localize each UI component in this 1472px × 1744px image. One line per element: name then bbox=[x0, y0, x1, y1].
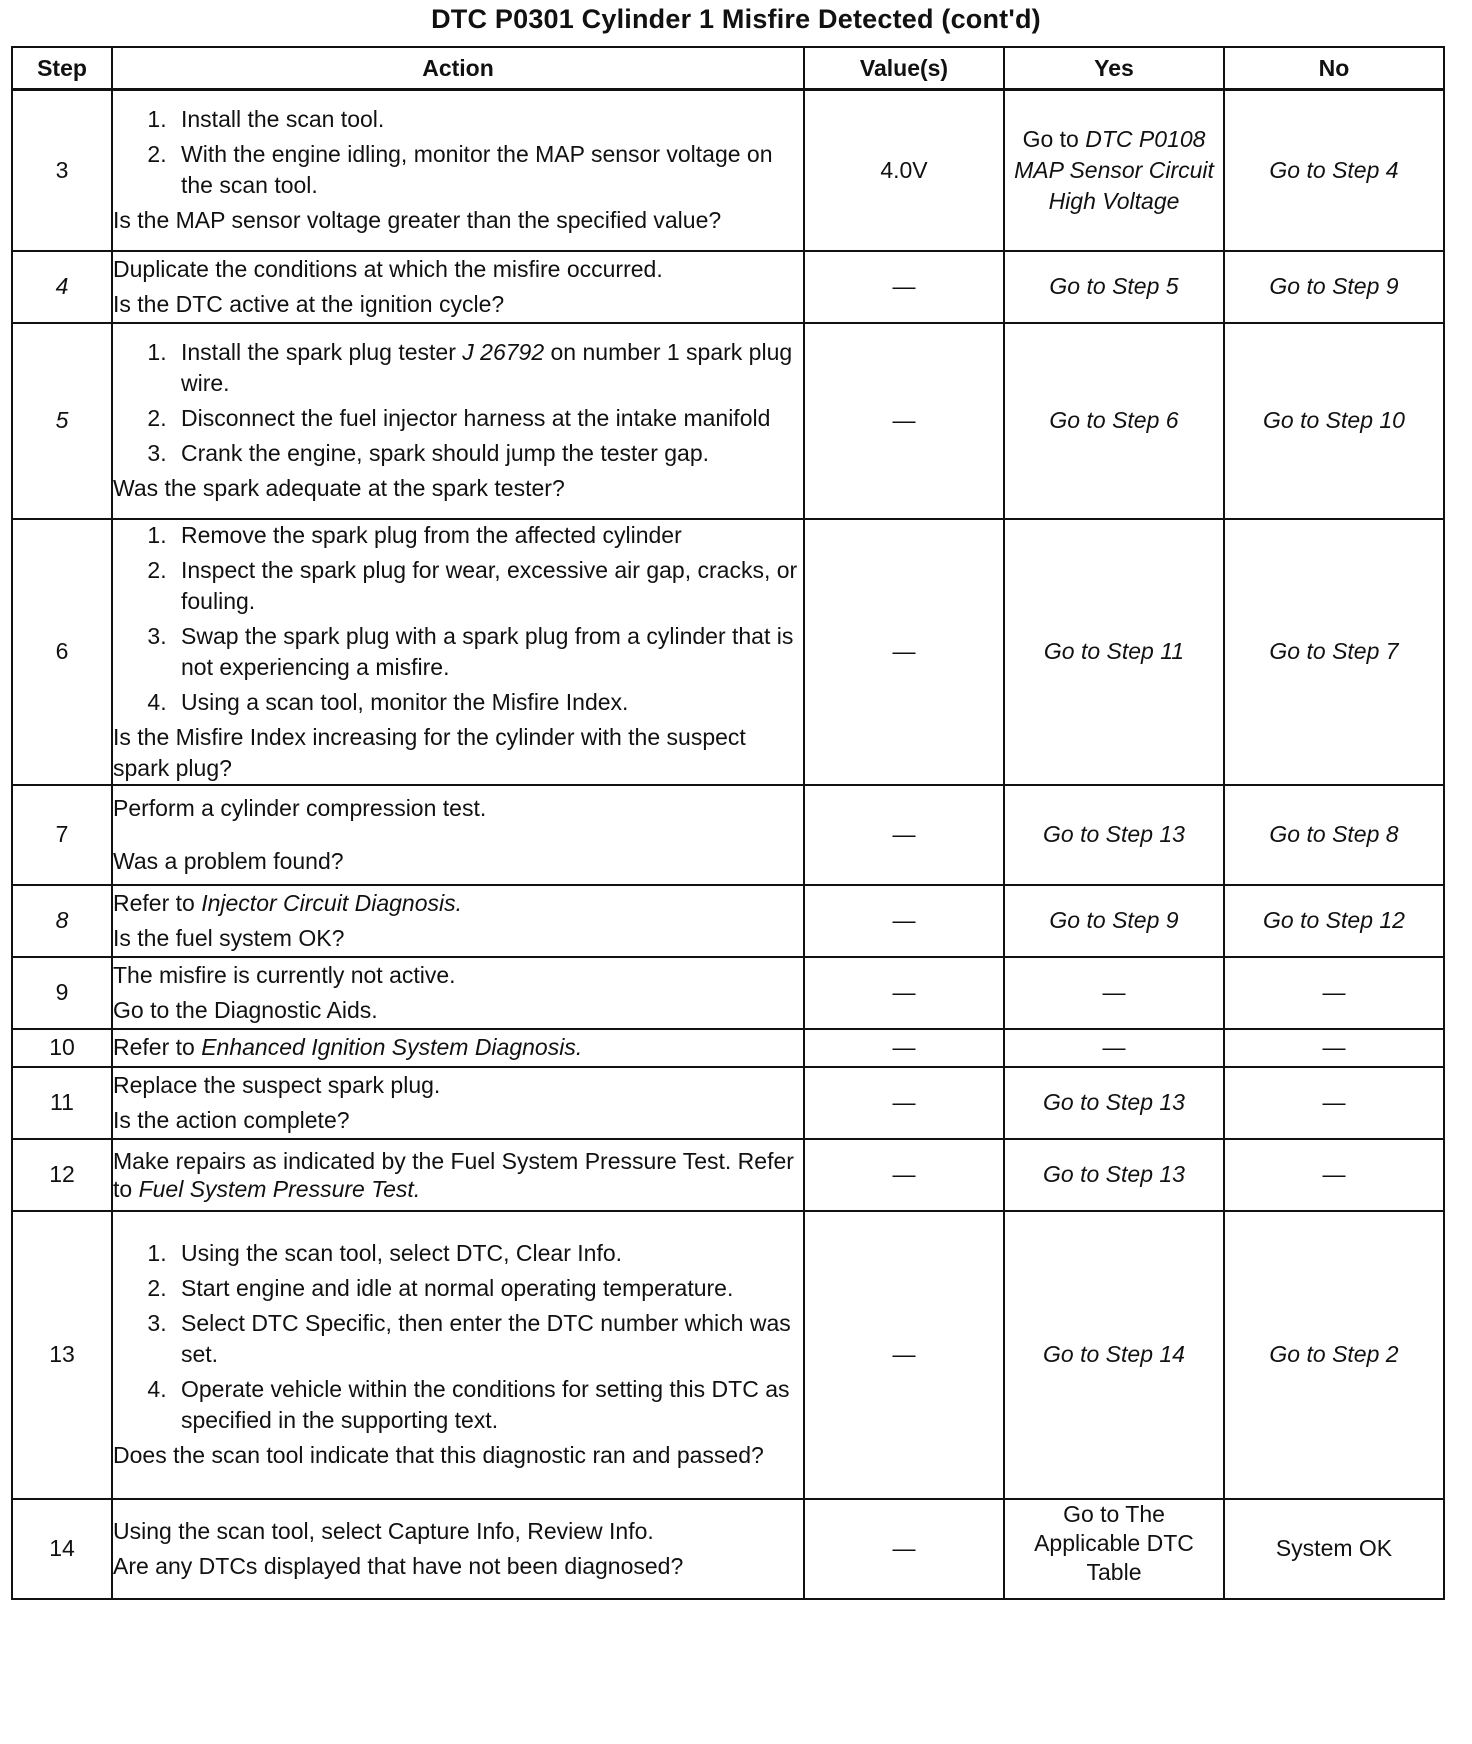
action-question: Is the Misfire Index increasing for the cylinder with the suspect spark plug? bbox=[113, 723, 746, 781]
action-question: Does the scan tool indicate that this diagnostic ran and passed? bbox=[113, 1442, 764, 1468]
action-cell bbox=[112, 251, 804, 323]
value-cell: — bbox=[804, 1499, 1004, 1599]
yes-cell: Go to Step 13 bbox=[1004, 1139, 1224, 1211]
action-list bbox=[113, 1238, 803, 1436]
table-row bbox=[12, 1067, 1444, 1139]
action-text: Using the scan tool, select Capture Info, Review Info. bbox=[113, 1517, 654, 1544]
action-text-prefix: Refer to bbox=[113, 889, 202, 916]
step-number: 6 bbox=[12, 519, 112, 785]
yes-link: DTC P0108 MAP Sensor Circuit High Voltage bbox=[1014, 125, 1214, 214]
action-question: Are any DTCs displayed that have not been diagnosed? bbox=[113, 1552, 684, 1579]
yes-cell: — bbox=[1004, 957, 1224, 1029]
list-item: 1. Using the scan tool, select DTC, Clear Info. bbox=[173, 1238, 803, 1269]
action-cell bbox=[112, 885, 804, 957]
reference-link: Fuel System Pressure Test. bbox=[138, 1175, 421, 1202]
value-cell: — bbox=[804, 1211, 1004, 1499]
action-cell bbox=[112, 1029, 804, 1067]
list-item: 1. Install the scan tool. bbox=[173, 104, 803, 135]
action-question: Is the MAP sensor voltage greater than the specified value? bbox=[113, 207, 722, 234]
yes-cell: Go to Step 13 bbox=[1004, 1067, 1224, 1139]
action-list bbox=[113, 520, 803, 718]
value-cell: — bbox=[804, 1067, 1004, 1139]
yes-cell: Go to Step 13 bbox=[1004, 785, 1224, 885]
action-cell bbox=[112, 1139, 804, 1211]
action-cell bbox=[112, 1211, 804, 1499]
table-row bbox=[12, 251, 1444, 323]
yes-cell: Go to Step 9 bbox=[1004, 885, 1224, 957]
no-cell: — bbox=[1224, 1029, 1444, 1067]
action-cell bbox=[112, 1067, 804, 1139]
no-cell: Go to Step 7 bbox=[1224, 519, 1444, 785]
action-text-prefix: Refer to bbox=[113, 1034, 202, 1060]
action-list bbox=[113, 337, 803, 469]
action-text bbox=[113, 888, 803, 919]
action-text: The misfire is currently not active. bbox=[113, 961, 456, 988]
table-header-row bbox=[12, 47, 1444, 90]
value-cell: — bbox=[804, 957, 1004, 1029]
reference-link: Injector Circuit Diagnosis. bbox=[201, 889, 462, 916]
yes-cell: Go to Step 14 bbox=[1004, 1211, 1224, 1499]
list-item: 3. Crank the engine, spark should jump the tester gap. bbox=[173, 438, 803, 469]
step-number: 8 bbox=[12, 885, 112, 957]
value-cell: — bbox=[804, 251, 1004, 323]
action-cell bbox=[112, 1499, 804, 1599]
action-cell bbox=[112, 323, 804, 519]
no-cell: Go to Step 2 bbox=[1224, 1211, 1444, 1499]
step-number: 7 bbox=[12, 785, 112, 885]
list-item: 3. Swap the spark plug with a spark plug from a cylinder that is not experiencing a misfire. bbox=[173, 621, 803, 683]
action-cell bbox=[112, 519, 804, 785]
action-text: Perform a cylinder compression test. bbox=[113, 794, 487, 821]
no-cell: Go to Step 12 bbox=[1224, 885, 1444, 957]
header-action: Action bbox=[112, 47, 804, 90]
list-item: 4. Using a scan tool, monitor the Misfire Index. bbox=[173, 687, 803, 718]
value-cell: — bbox=[804, 1029, 1004, 1067]
list-item: 4. Operate vehicle within the conditions for setting this DTC as specified in the supporting text. bbox=[173, 1374, 803, 1436]
table-row bbox=[12, 323, 1444, 519]
yes-cell: Go to The Applicable DTC Table bbox=[1004, 1499, 1224, 1599]
no-cell: Go to Step 10 bbox=[1224, 323, 1444, 519]
value-cell: — bbox=[804, 519, 1004, 785]
yes-prefix: Go to bbox=[1022, 125, 1086, 152]
table-row bbox=[12, 885, 1444, 957]
header-no: No bbox=[1224, 47, 1444, 90]
no-cell: — bbox=[1224, 1067, 1444, 1139]
page-title: DTC P0301 Cylinder 1 Misfire Detected (cont'd) bbox=[431, 4, 1041, 34]
list-item-text: Install the spark plug tester bbox=[181, 339, 463, 365]
list-item bbox=[173, 337, 803, 399]
action-question: Was a problem found? bbox=[113, 847, 344, 874]
no-cell: — bbox=[1224, 1139, 1444, 1211]
action-text: Replace the suspect spark plug. bbox=[113, 1071, 441, 1098]
list-item: 3. Select DTC Specific, then enter the DTC number which was set. bbox=[173, 1308, 803, 1370]
table-row bbox=[12, 519, 1444, 785]
list-item: 1. Remove the spark plug from the affected cylinder bbox=[173, 520, 803, 551]
action-question: Go to the Diagnostic Aids. bbox=[113, 996, 378, 1023]
action-question: Is the action complete? bbox=[113, 1106, 350, 1133]
step-number: 9 bbox=[12, 957, 112, 1029]
step-number: 11 bbox=[12, 1067, 112, 1139]
value-cell: — bbox=[804, 323, 1004, 519]
action-question: Was the spark adequate at the spark tester? bbox=[113, 475, 565, 501]
value-cell: — bbox=[804, 785, 1004, 885]
action-cell bbox=[112, 785, 804, 885]
value-cell: — bbox=[804, 1139, 1004, 1211]
no-cell: Go to Step 8 bbox=[1224, 785, 1444, 885]
yes-cell: — bbox=[1004, 1029, 1224, 1067]
table-row bbox=[12, 1499, 1444, 1599]
header-yes: Yes bbox=[1004, 47, 1224, 90]
value-cell: 4.0V bbox=[804, 90, 1004, 251]
step-number: 12 bbox=[12, 1139, 112, 1211]
value-cell: — bbox=[804, 885, 1004, 957]
action-text-prefix: Make repairs as indicated by the Fuel System Pressure Test. Refer to bbox=[113, 1147, 794, 1202]
table-row bbox=[12, 90, 1444, 251]
list-item: 2. Disconnect the fuel injector harness at the intake manifold bbox=[173, 403, 803, 434]
action-question: Is the fuel system OK? bbox=[113, 924, 345, 951]
action-cell bbox=[112, 957, 804, 1029]
no-cell: System OK bbox=[1224, 1499, 1444, 1599]
action-question: Is the DTC active at the ignition cycle? bbox=[113, 290, 505, 317]
step-number: 10 bbox=[12, 1029, 112, 1067]
no-cell: — bbox=[1224, 957, 1444, 1029]
table-row bbox=[12, 957, 1444, 1029]
yes-cell: Go to Step 5 bbox=[1004, 251, 1224, 323]
table-row bbox=[12, 1029, 1444, 1067]
step-number: 14 bbox=[12, 1499, 112, 1599]
diagnostic-table bbox=[11, 46, 1445, 1600]
list-item: 2. With the engine idling, monitor the MAP sensor voltage on the scan tool. bbox=[173, 139, 803, 201]
yes-cell: Go to Step 6 bbox=[1004, 323, 1224, 519]
table-row bbox=[12, 1211, 1444, 1499]
tool-name: J 26792 bbox=[462, 339, 545, 365]
action-text: Duplicate the conditions at which the misfire occurred. bbox=[113, 255, 663, 282]
header-value: Value(s) bbox=[804, 47, 1004, 90]
header-step: Step bbox=[12, 47, 112, 90]
no-cell: Go to Step 9 bbox=[1224, 251, 1444, 323]
table-row bbox=[12, 785, 1444, 885]
step-number: 3 bbox=[12, 90, 112, 251]
reference-link: Enhanced Ignition System Diagnosis. bbox=[201, 1034, 583, 1060]
list-item-text: on number 1 spark plug wire. bbox=[181, 339, 793, 396]
yes-cell: Go to Step 11 bbox=[1004, 519, 1224, 785]
action-list bbox=[113, 104, 803, 201]
yes-cell bbox=[1004, 90, 1224, 251]
action-cell bbox=[112, 90, 804, 251]
step-number: 5 bbox=[12, 323, 112, 519]
step-number: 13 bbox=[12, 1211, 112, 1499]
table-row bbox=[12, 1139, 1444, 1211]
list-item: 2. Inspect the spark plug for wear, excessive air gap, cracks, or fouling. bbox=[173, 555, 803, 617]
no-cell: Go to Step 4 bbox=[1224, 90, 1444, 251]
list-item: 2. Start engine and idle at normal operating temperature. bbox=[173, 1273, 803, 1304]
step-number: 4 bbox=[12, 251, 112, 323]
